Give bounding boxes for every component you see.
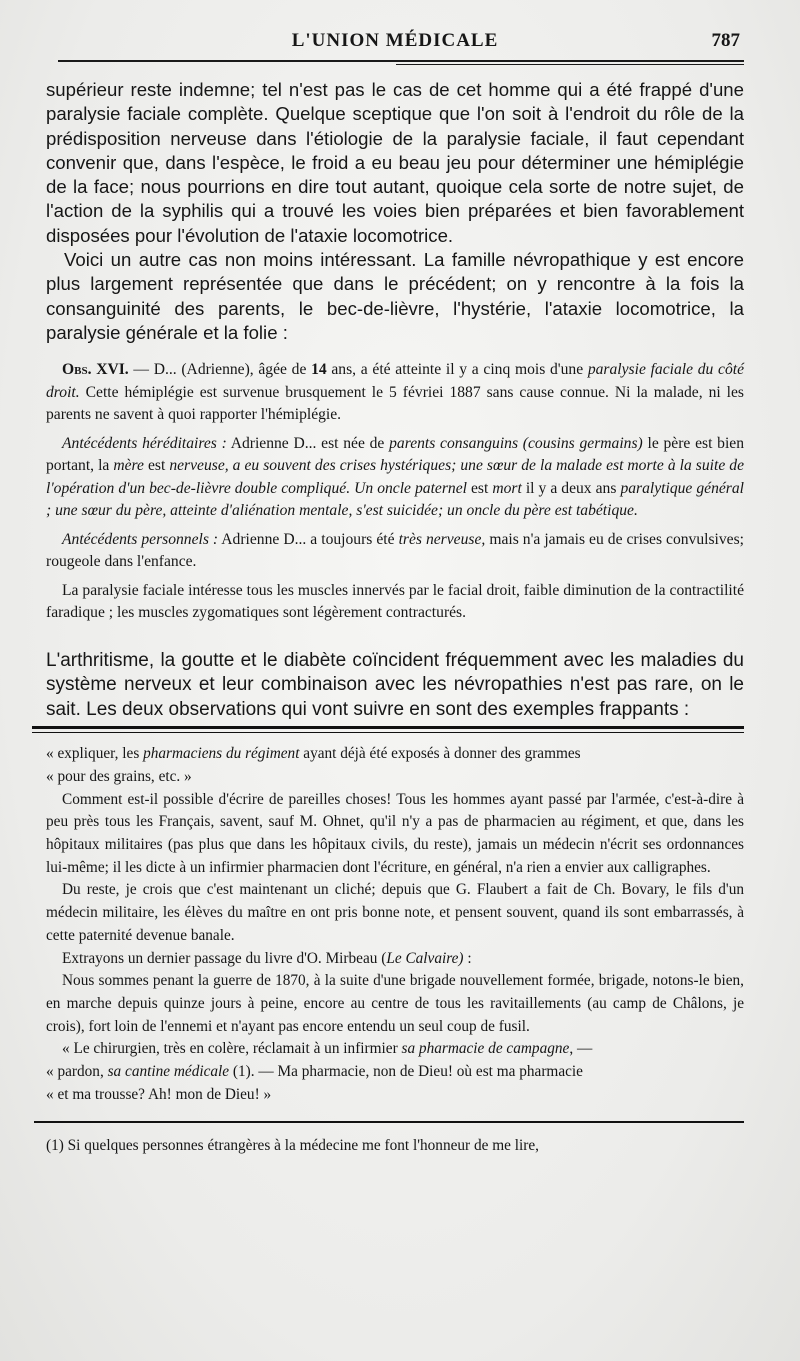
footnote: (1) Si quelques personnes étrangères à la médecine me font l'honneur de me lire, [46,1136,539,1154]
hereditary-label: Antécédents héréditaires : [62,434,227,452]
header-rule-secondary [396,64,744,65]
header-rule [58,60,744,62]
quote-line [46,1061,744,1084]
hereditary-text: mère [113,457,144,475]
diagnosis-text: paralysie faciale du côté droit. [46,361,744,401]
hereditary-text: il y a deux ans [521,479,621,497]
observation-text: — D... (Adrienne), âgée de [128,361,312,379]
quote-text: « expliquer, les [46,745,144,763]
section-rule-thick [32,726,744,729]
hereditary-text: nerveuse, a eu souvent des crises hystériques; une sœur de la malade est morte à la suite de l'opération d'un bec-de-lièvre double compliqué. Un oncle paternel [46,457,744,497]
personal-text: très nerveuse, [398,530,486,548]
feuilleton-paragraph-3 [46,948,744,971]
section-spacer [46,631,744,649]
footnote-rule [34,1121,744,1123]
quote-line [46,1038,744,1061]
quote-text: (1). — Ma pharmacie, non de Dieu! où est ma pharmacie [229,1063,583,1081]
feuilleton-paragraph-2: Du reste, je crois que c'est maintenant un cliché; depuis que G. Flaubert a fait de Ch. Bovary, le fils d'un médecin militaire, les élèves du maître en ont pris bonne note, et pensent souvent, quand ils sont embarrassés, à cette paternité devenue banale. [46,881,744,944]
quote-text: , — [569,1040,593,1058]
hereditary-text: le père est bien portant, la [46,434,745,475]
hereditary-text: est [143,457,170,475]
patient-age: 14 [311,361,327,379]
observation-text: Cette hémiplégie est survenue brusquement le 5 févriei 1887 sans cause connue. Ni la malade, ni les parents ne savent à quoi rapporter l'hémiplégie. [46,383,744,424]
page-number: 787 [711,30,740,51]
observation-heading: Obs. XVI. [62,361,129,379]
intro-text [46,78,744,345]
quote-text: « pardon, [46,1063,108,1081]
quote-line: « pour des grains, etc. » [46,767,192,785]
book-title: Le Calvaire) [386,949,464,967]
quote-line: « et ma trousse? Ah! mon de Dieu! » [46,1085,272,1103]
feuilleton-text: Extrayons un dernier passage du livre d'O. Mirbeau ( [62,949,387,967]
quote-text: ayant déjà été exposés à donner des grammes [299,745,581,763]
observation-text: ans, a été atteinte il y a cinq mois d'une [326,361,588,379]
personal-text: mais n'a jamais eu de crises convulsives; rougeole dans l'enfance. [46,530,744,571]
hereditary-text: mort [492,479,522,497]
quote-text: pharmaciens du régiment [143,745,300,763]
feuilleton-text: : [463,949,472,967]
arthritisme-paragraph: L'arthritisme, la goutte et le diabète coïncident fréquemment avec les maladies du système nerveux et leur combinaison avec les névropathies n'est pas rare, on le sait. Les deux observations qui vont suivre en sont des exemples frappants : [46,649,744,720]
observation-paragraph [46,359,744,427]
quote-text: sa pharmacie de campagne [401,1040,570,1058]
hereditary-text: Adrienne D... est née de [226,434,390,452]
intro-paragraph-2: Voici un autre cas non moins intéressant. La famille névropathique y est encore plus largement représentée que dans le précédent; on y rencontre à la fois la consanguinité des parents, le bec-de-lièvre, l'hystérie, l'ataxie locomotrice, la paralysie générale et la folie : [46,249,744,343]
quote-line [46,743,744,766]
feuilleton-paragraph-4: Nous sommes penant la guerre de 1870, à la suite d'une brigade nouvellement formée, brigade, notons-le bien, en marche depuis quinze jours à peine, encore au centre de tous les ravitaillements (au camp de Châlons, je crois), fort loin de l'ennemi et n'ayant pas encore entendu un seul coup de fusil. [46,972,744,1035]
intro-paragraph-1: supérieur reste indemne; tel n'est pas le cas de cet homme qui a été frappé d'une paralysie faciale complète. Quelque sceptique que l'on soit à l'endroit du rôle de la prédisposition nerveuse dans l'étiologie de la paralysie faciale, il faut cependant convenir que, dans l'espèce, le froid a eu beau jeu pour déterminer une hémiplégie de la face; nous pourrions en dire tout autant, quoique cela sorte de notre sujet, de l'action de la syphilis qui a trouvé les voies bien préparées et bien favorablement disposées pour l'évolution de l'ataxie locomotrice. [46,79,744,246]
personal-paragraph [46,529,744,574]
section-rule-thin [32,732,744,733]
quote-text: « Le chirurgien, très en colère, réclamait à un infirmier [62,1040,402,1058]
personal-text: Adrienne D... a toujours été [218,530,399,548]
hereditary-text: parents consanguins (cousins germains) [389,434,643,452]
journal-title: L'UNION MÉDICALE [291,30,499,51]
hereditary-text: est [466,479,493,497]
feuilleton-paragraph-1: Comment est-il possible d'écrire de pareilles choses! Tous les hommes ayant passé par l'armée, c'est-à-dire à peu près tous les Français, savent, sauf M. Ohnet, qu'il n'y a pas de pharmacien au régiment, et que, dans les hôpitaux militaires (pas plus que dans les hôpitaux civils, du reste), jamais un médecin n'écrit ses ordonnances lui-même; il les dicte à un infirmier pharmacien dont l'écriture, en général, n'a rien a envier aux calligraphes. [46,790,744,876]
quote-text: sa cantine médicale [107,1063,230,1081]
observation-block [46,359,744,625]
hereditary-text: paralytique général ; une sœur du père, atteinte d'aliénation mentale, s'est suicidée; un oncle du père est tabétique. [46,479,745,520]
running-header [46,0,744,58]
personal-label: Antécédents personnels : [62,530,219,548]
hereditary-paragraph [46,433,744,523]
paralysis-paragraph: La paralysie faciale intéresse tous les muscles innervés par le facial droit, faible diminution de la contractilité faradique ; les muscles zygomatiques sont légèrement contracturés. [46,581,744,622]
feuilleton-text [46,743,744,1106]
